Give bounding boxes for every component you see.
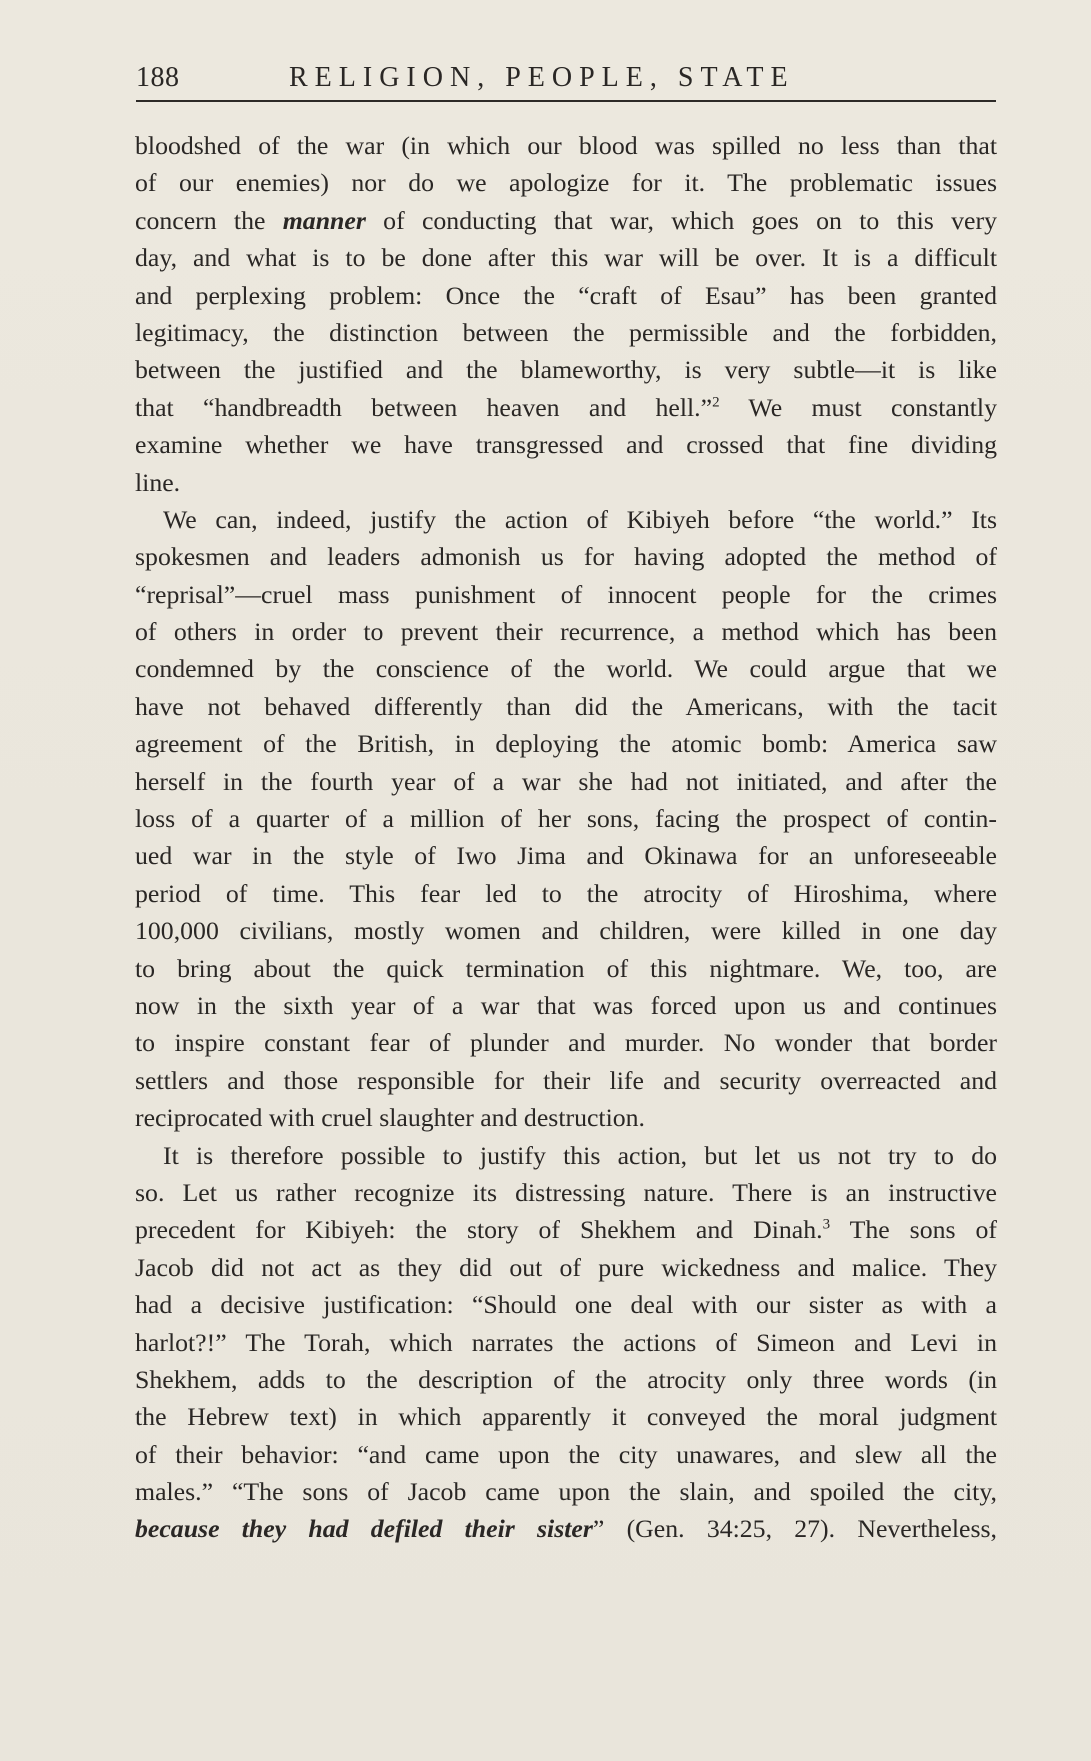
text-line (135, 1174, 997, 1211)
text-segment: precedent for Kibiyeh: the story of Shekhem and Dinah. (135, 1215, 823, 1245)
text-segment: of their behavior: “and came upon the city unawares, and slew all the (135, 1439, 997, 1469)
text-segment: ” (Gen. 34:25, 27). Nevertheless, (592, 1514, 997, 1544)
text-segment: loss of a quarter of a million of her sons, facing the prospect of contin- (135, 804, 997, 834)
text-segment: reciprocated with cruel slaughter and destruction. (135, 1103, 646, 1133)
text-line (135, 1361, 997, 1398)
text-segment: of conducting that war, which goes on to this very (365, 205, 997, 235)
text-segment: of our enemies) nor do we apologize for it. The problematic issues (135, 168, 997, 198)
text-line (135, 1062, 997, 1099)
text-line (135, 1436, 997, 1473)
text-line (135, 987, 997, 1024)
text-line (135, 314, 997, 351)
text-line (135, 164, 997, 201)
text-line (135, 1024, 997, 1061)
text-segment: of others in order to prevent their recurrence, a method which has been (135, 617, 997, 647)
text-line (135, 875, 997, 912)
emphasis-text: manner (282, 205, 366, 235)
text-line (135, 1510, 997, 1547)
text-line (135, 1249, 997, 1286)
text-line (135, 464, 997, 501)
footnote-marker: 2 (712, 394, 720, 411)
text-segment: ued war in the style of Iwo Jima and Okinawa for an unforeseeable (135, 841, 997, 871)
text-segment: examine whether we have transgressed and crossed that fine dividing (135, 430, 997, 460)
text-line (135, 239, 997, 276)
text-line (135, 351, 997, 388)
body-text (135, 127, 997, 1548)
text-line (135, 202, 997, 239)
text-line (135, 650, 997, 687)
text-line (135, 389, 997, 426)
text-segment: “reprisal”—cruel mass punishment of innocent people for the crimes (135, 579, 997, 609)
text-line (135, 127, 997, 164)
text-segment: harlot?!” The Torah, which narrates the actions of Simeon and Levi in (135, 1327, 997, 1357)
text-line (135, 1099, 997, 1136)
text-segment: spokesmen and leaders admonish us for having adopted the method of (135, 542, 997, 572)
text-segment: bloodshed of the war (in which our blood was spilled no less than that (135, 131, 997, 160)
text-segment: 100,000 civilians, mostly women and children, were killed in one day (135, 916, 997, 946)
text-segment: the Hebrew text) in which apparently it conveyed the moral judgment (135, 1402, 997, 1432)
text-line (135, 1211, 997, 1248)
text-segment: to bring about the quick termination of this nightmare. We, too, are (135, 953, 997, 983)
text-line (135, 1286, 997, 1323)
text-line (135, 613, 997, 650)
text-line (135, 1137, 997, 1174)
text-segment: had a decisive justification: “Should one deal with our sister as with a (135, 1290, 997, 1320)
text-segment: between the justified and the blameworthy, is very subtle—it is like (135, 355, 997, 385)
text-line (135, 763, 997, 800)
text-line (135, 950, 997, 987)
text-line (135, 725, 997, 762)
text-segment: concern the (135, 205, 283, 235)
text-segment: period of time. This fear led to the atrocity of Hiroshima, where (135, 878, 997, 908)
text-line (135, 538, 997, 575)
text-line (135, 912, 997, 949)
text-segment: and perplexing problem: Once the “craft of Esau” has been granted (135, 280, 997, 310)
text-segment: The sons of (830, 1215, 997, 1245)
text-segment: Jacob did not act as they did out of pure wickedness and malice. They (135, 1252, 997, 1282)
header-rule (136, 100, 996, 102)
text-segment: have not behaved differently than did the Americans, with the tacit (135, 691, 997, 721)
text-line (135, 800, 997, 837)
text-line (135, 688, 997, 725)
text-segment: legitimacy, the distinction between the permissible and the forbidden, (135, 317, 997, 347)
emphasis-text: because they had defiled their sister (135, 1514, 593, 1544)
text-line (135, 576, 997, 613)
text-segment: line. (135, 467, 181, 497)
text-segment: Shekhem, adds to the description of the atrocity only three words (in (135, 1364, 997, 1394)
running-title: RELIGION, PEOPLE, STATE (289, 62, 795, 93)
text-line (135, 1398, 997, 1435)
text-segment: It is therefore possible to justify this action, but let us not try to do (163, 1140, 997, 1170)
text-segment: herself in the fourth year of a war she had not initiated, and after the (135, 766, 997, 796)
text-segment: now in the sixth year of a war that was forced upon us and continues (135, 990, 997, 1020)
text-line (135, 1324, 997, 1361)
running-head (136, 58, 996, 98)
text-segment: so. Let us rather recognize its distressing nature. There is an instructive (135, 1177, 997, 1207)
text-segment: condemned by the conscience of the world. We could argue that we (135, 654, 997, 684)
text-segment: We can, indeed, justify the action of Kibiyeh before “the world.” Its (163, 504, 997, 534)
footnote-marker: 3 (822, 1216, 831, 1233)
text-line (135, 837, 997, 874)
text-segment: settlers and those responsible for their life and security overreacted and (135, 1065, 997, 1095)
text-line (135, 426, 997, 463)
page-number: 188 (136, 62, 180, 93)
text-segment: agreement of the British, in deploying the atomic bomb: America saw (135, 729, 997, 759)
text-line (135, 1473, 997, 1510)
text-segment: day, and what is to be done after this war will be over. It is a difficult (135, 243, 997, 273)
text-segment: that “handbreadth between heaven and hell.” (135, 392, 713, 422)
text-segment: We must constantly (719, 392, 997, 422)
text-segment: to inspire constant fear of plunder and murder. No wonder that border (135, 1028, 997, 1058)
text-segment: males.” “The sons of Jacob came upon the slain, and spoiled the city, (135, 1477, 997, 1507)
text-line (135, 277, 997, 314)
text-line (135, 501, 997, 538)
